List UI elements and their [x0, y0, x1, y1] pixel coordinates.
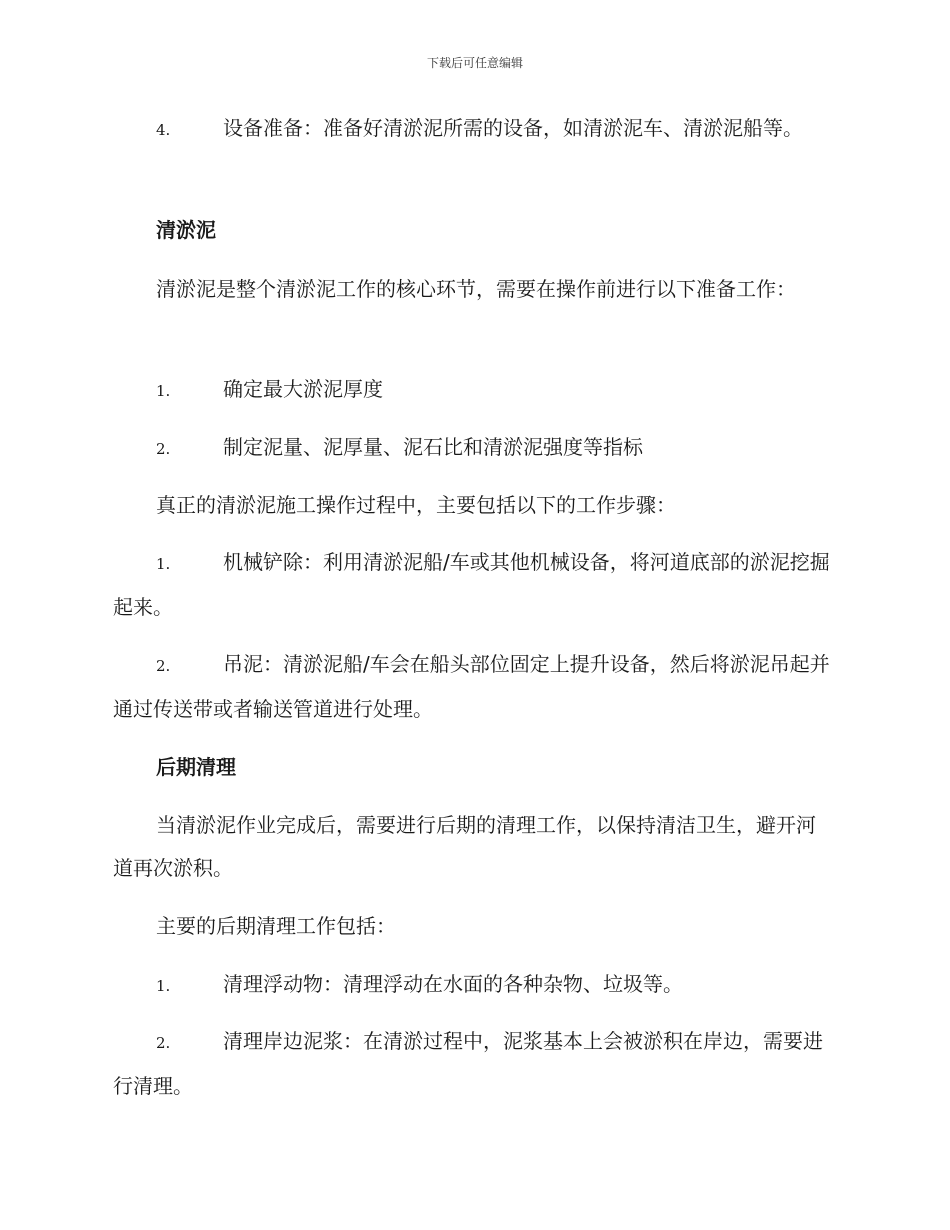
list-item-text: 清理岸边泥浆：在清淤过程中，泥浆基本上会被淤积在岸边，需要进行清理。 [113, 1029, 823, 1098]
list-item-step-1 [113, 541, 833, 629]
paragraph-cleanup-intro: 当清淤泥作业完成后，需要进行后期的清理工作，以保持清洁卫生，避开河道再次淤积。 [113, 813, 816, 880]
section-heading-dredge: 清淤泥 [156, 218, 216, 242]
list-item-number: 1. [156, 555, 171, 573]
section-heading-cleanup: 后期清理 [156, 755, 236, 779]
paragraph-cleanup-list-intro: 主要的后期清理工作包括： [156, 914, 396, 938]
list-item-text: 制定泥量、泥厚量、泥石比和清淤泥强度等指标 [223, 435, 643, 459]
list-item-number: 2. [156, 657, 171, 675]
list-item-number: 2. [156, 440, 171, 458]
list-item-number: 4. [156, 121, 171, 139]
paragraph-dredge-intro: 清淤泥是整个清淤泥工作的核心环节，需要在操作前进行以下准备工作： [156, 277, 796, 301]
list-item-text: 确定最大淤泥厚度 [223, 377, 383, 401]
list-item-number: 1. [156, 382, 171, 400]
list-item-equipment [113, 107, 833, 152]
paragraph-steps-intro: 真正的清淤泥施工操作过程中，主要包括以下的工作步骤： [156, 493, 676, 517]
list-item-step-2 [113, 643, 833, 731]
list-item-number: 1. [156, 977, 171, 995]
list-item-text: 吊泥：清淤泥船/车会在船头部位固定上提升设备，然后将淤泥吊起并通过传送带或者输送管道进行处理。 [113, 652, 830, 721]
list-item-text: 清理浮动物：清理浮动在水面的各种杂物、垃圾等。 [223, 972, 683, 996]
list-item-cleanup-1 [113, 963, 833, 1008]
list-item-text: 设备准备：准备好清淤泥所需的设备，如清淤泥车、清淤泥船等。 [223, 116, 803, 140]
list-item-prep-2 [113, 426, 833, 471]
list-item-cleanup-2 [113, 1020, 833, 1108]
list-item-text: 机械铲除：利用清淤泥船/车或其他机械设备，将河道底部的淤泥挖掘起来。 [113, 550, 830, 619]
list-item-number: 2. [156, 1034, 171, 1052]
page-header: 下载后可任意编辑 [426, 56, 523, 70]
list-item-prep-1 [113, 368, 833, 413]
